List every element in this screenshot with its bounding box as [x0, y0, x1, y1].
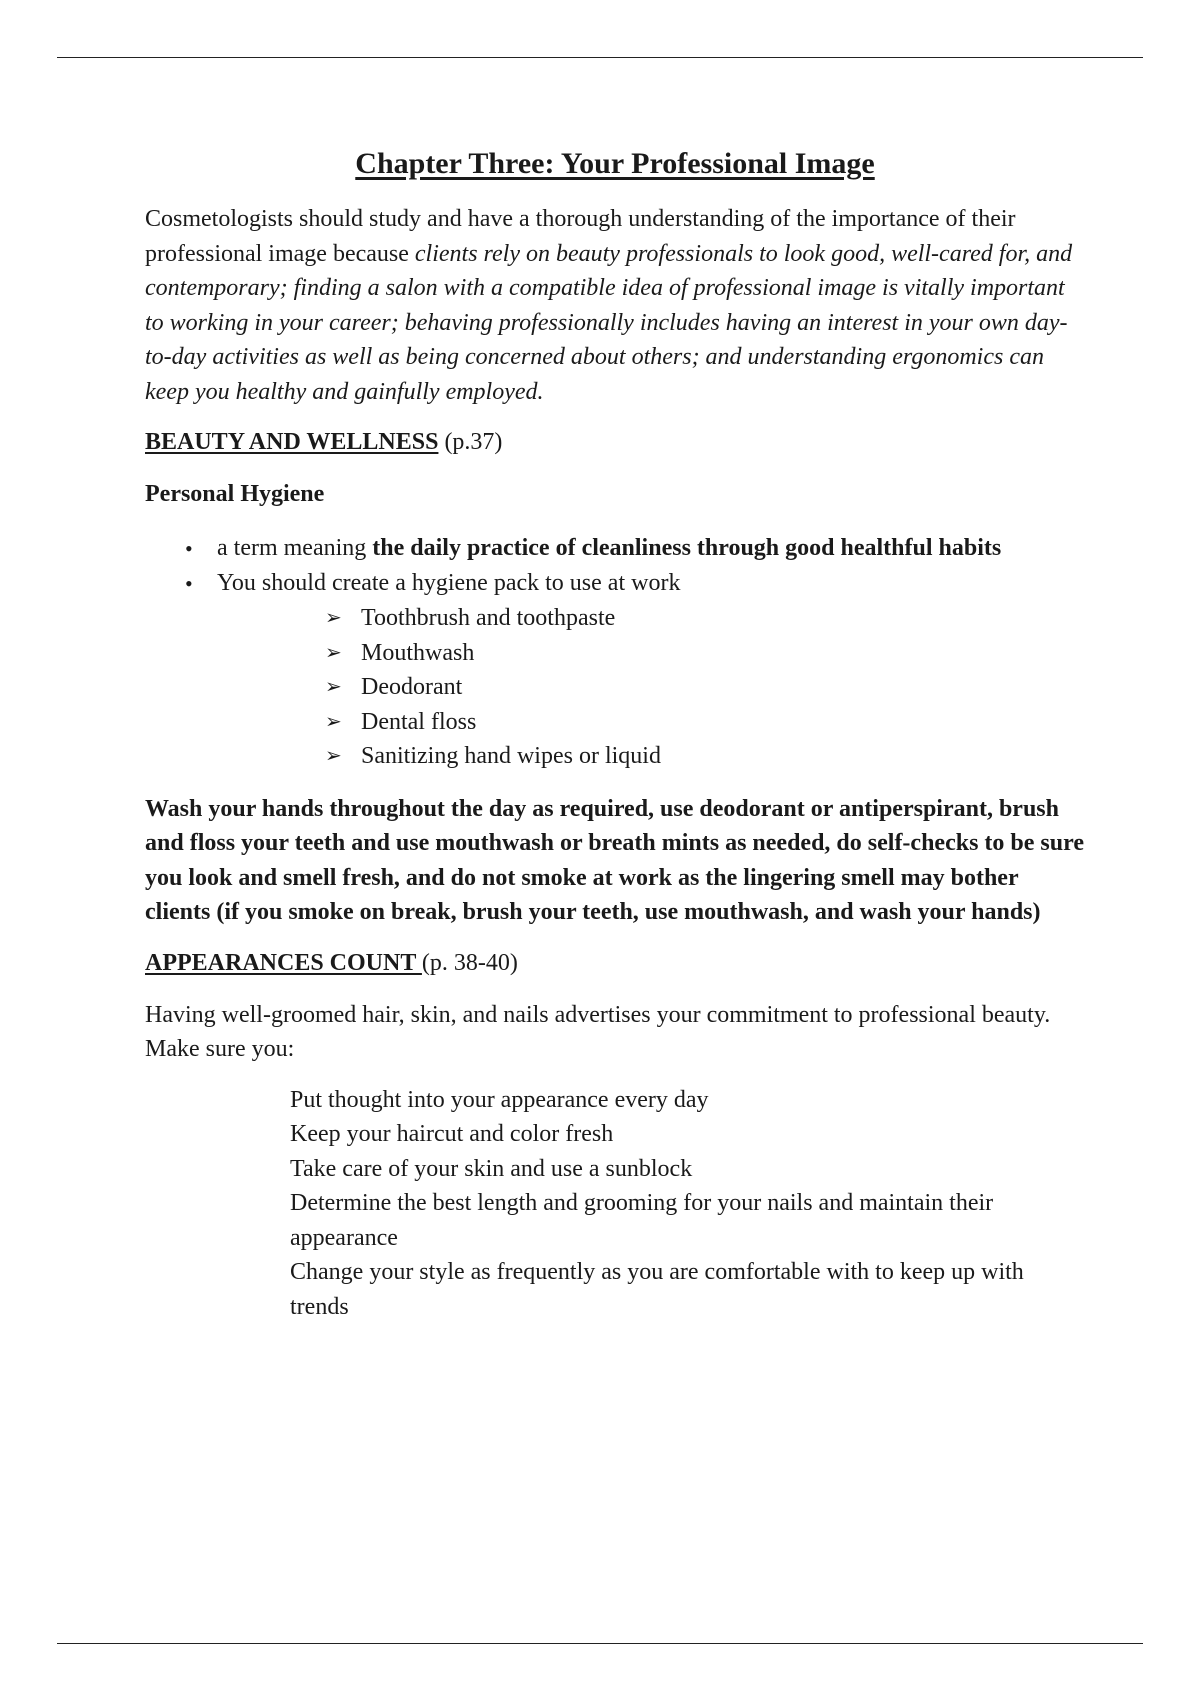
list-item — [145, 566, 1085, 774]
bullet-text-bold: the daily practice of cleanliness through good healthful habits — [372, 535, 1002, 561]
list-item — [325, 601, 1085, 636]
pack-item-text: Sanitizing hand wipes or liquid — [361, 743, 661, 769]
intro-plain: Cosmetologists should study and have a thorough understanding of the importance of their professional image because — [145, 206, 1016, 267]
pack-item-text: Toothbrush and toothpaste — [361, 605, 616, 631]
arrow-bullet-icon: ➢ — [325, 607, 342, 629]
top-rule — [57, 57, 1143, 58]
pack-item-text: Dental floss — [361, 708, 477, 735]
beauty-wellness-page-ref: (p.37) — [438, 429, 503, 455]
pack-item-text: Deodorant — [361, 674, 463, 700]
appearances-count-heading — [145, 946, 1085, 980]
hygiene-bullet-list — [145, 531, 1085, 774]
beauty-wellness-heading — [145, 425, 1085, 459]
bullet-icon: • — [185, 571, 193, 596]
chapter-title: Chapter Three: Your Professional Image — [355, 147, 875, 180]
personal-hygiene-heading: Personal Hygiene — [145, 481, 325, 507]
list-item — [325, 739, 1085, 774]
list-item: Put thought into your appearance every day — [290, 1086, 709, 1113]
intro-paragraph — [145, 202, 1085, 409]
list-item — [325, 636, 1085, 671]
bullet-text-plain: a term meaning — [217, 535, 373, 561]
arrow-bullet-icon: ➢ — [325, 641, 342, 664]
pack-item-text: Mouthwash — [361, 639, 475, 666]
list-item: Change your style as frequently as you are comfortable with to keep up with trends — [290, 1259, 1024, 1320]
intro-italic: clients rely on beauty professionals to look good, well-cared for, and contemporary; finding a salon with a compatible idea of professional image is vitally important to working in your career; behaving professionally includes having an interest in your own day-to-day activities as well as being concerned about others; and understanding ergonomics can keep you healthy and gainfully employed. — [145, 240, 1073, 405]
arrow-bullet-icon: ➢ — [325, 676, 342, 698]
arrow-bullet-icon: ➢ — [325, 745, 342, 767]
list-item: Determine the best length and grooming for your nails and maintain their appearance — [290, 1190, 994, 1251]
bullet-text: You should create a hygiene pack to use at work — [217, 570, 681, 596]
appearances-count-title: APPEARANCES COUNT — [145, 949, 422, 976]
appearance-checklist — [145, 1083, 1085, 1325]
bottom-rule — [57, 1643, 1143, 1644]
wash-hands-paragraph: Wash your hands throughout the day as required, use deodorant or antiperspirant, brush and floss your teeth and use mouthwash or breath mints as needed, do self-checks to be sure you look and smell fresh, and do not smoke at work as the lingering smell may bother clients (if you smoke on break, brush your teeth, use mouthwash, and wash your hands) — [145, 795, 1084, 925]
document-page — [145, 140, 1085, 1324]
appearances-paragraph: Having well-groomed hair, skin, and nails advertises your commitment to professional beauty. Make sure you: — [145, 1001, 1051, 1062]
bullet-icon: • — [185, 536, 193, 561]
list-item: Take care of your skin and use a sunblock — [290, 1155, 693, 1182]
arrow-bullet-icon: ➢ — [325, 710, 342, 733]
list-item: Keep your haircut and color fresh — [290, 1121, 614, 1147]
beauty-wellness-title: BEAUTY AND WELLNESS — [145, 429, 439, 455]
hygiene-pack-list — [217, 601, 1085, 774]
appearances-count-page-ref: (p. 38-40) — [421, 949, 518, 976]
list-item — [145, 531, 1085, 566]
list-item — [325, 705, 1085, 740]
list-item — [325, 670, 1085, 705]
